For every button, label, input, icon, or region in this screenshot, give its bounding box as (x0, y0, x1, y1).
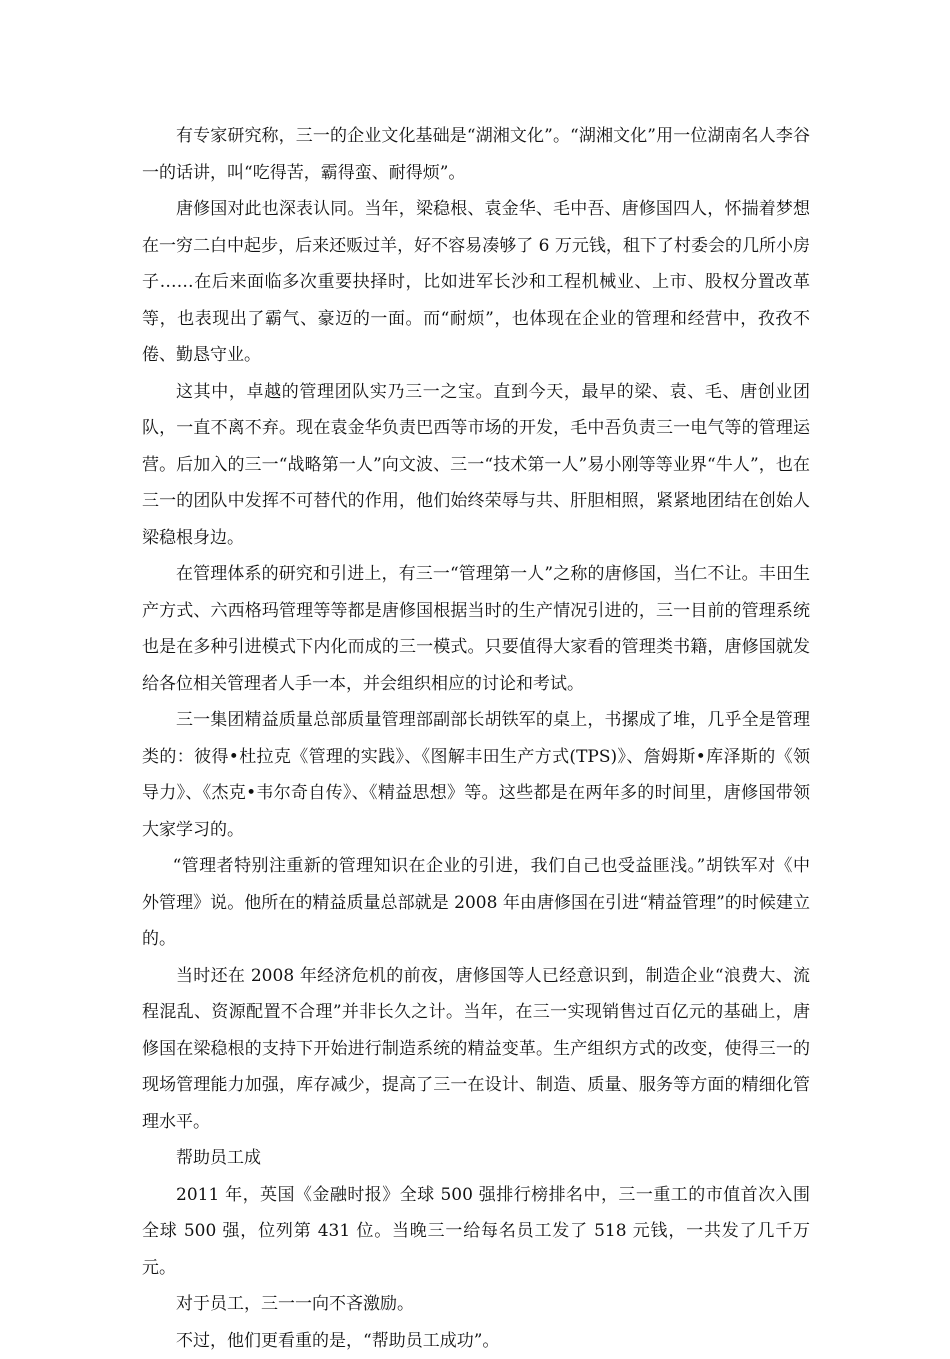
paragraph-employee-incentive: 对于员工，三一一向不吝激励。 (142, 1286, 810, 1323)
section-heading-help-employees: 帮助员工成 (142, 1140, 810, 1177)
paragraph-management-system: 在管理体系的研究和引进上，有三一“管理第一人”之称的唐修国，当仁不让。丰田生产方式、六西格玛管理等等都是唐修国根据当时的生产情况引进的，三一目前的管理系统也是在多种引进模式下内化而成的三一模式。只要值得大家看的管理类书籍，唐修国就发给各位相关管理者人手一本，并会组织相应的讨论和考试。 (142, 556, 810, 702)
paragraph-founders-story: 唐修国对此也深表认同。当年，梁稳根、袁金华、毛中吾、唐修国四人，怀揣着梦想在一穷二白中起步，后来还贩过羊，好不容易凑够了 6 万元钱，租下了村委会的几所小房子……在后来面临多次重要抉择时，比如进军长沙和工程机械业、上市、股权分置改革等，也表现出了霸气、豪迈的一面。而“耐烦”，也体现在企业的管理和经营中，孜孜不倦、勤恳守业。 (142, 191, 810, 374)
paragraph-management-team: 这其中，卓越的管理团队实乃三一之宝。直到今天，最早的梁、袁、毛、唐创业团队，一直不离不弃。现在袁金华负责巴西等市场的开发，毛中吾负责三一电气等的管理运营。后加入的三一“战略第一人”向文波、三一“技术第一人”易小刚等等业界“牛人”，也在三一的团队中发挥不可替代的作用，他们始终荣辱与共、肝胆相照，紧紧地团结在创始人梁稳根身边。 (142, 374, 810, 557)
paragraph-ft-ranking: 2011 年，英国《金融时报》全球 500 强排行榜排名中，三一重工的市值首次入围全球 500 强，位列第 431 位。当晚三一给每名员工发了 518 元钱，一共发了几千万元。 (142, 1177, 810, 1287)
paragraph-quote-hu-tiejun: “管理者特别注重新的管理知识在企业的引进，我们自己也受益匪浅。”胡铁军对《中外管理》说。他所在的精益质量总部就是 2008 年由唐修国在引进“精益管理”的时候建立的。 (142, 848, 810, 958)
paragraph-management-books: 三一集团精益质量总部质量管理部副部长胡铁军的桌上，书摞成了堆，几乎全是管理类的：彼得•杜拉克《管理的实践》、《图解丰田生产方式(TPS)》、詹姆斯•库泽斯的《领导力》、《杰克•韦尔奇自传》、《精益思想》等。这些都是在两年多的时间里，唐修国带领大家学习的。 (142, 702, 810, 848)
paragraph-lean-transformation: 当时还在 2008 年经济危机的前夜，唐修国等人已经意识到，制造企业“浪费大、流程混乱、资源配置不合理”并非长久之计。当年，在三一实现销售过百亿元的基础上，唐修国在梁稳根的支持下开始进行制造系统的精益变革。生产组织方式的改变，使得三一的现场管理能力加强，库存减少，提高了三一在设计、制造、质量、服务等方面的精细化管理水平。 (142, 958, 810, 1141)
article-body (142, 118, 810, 1359)
paragraph-employee-success: 不过，他们更看重的是，“帮助员工成功”。 (142, 1323, 810, 1359)
paragraph-culture-basis: 有专家研究称，三一的企业文化基础是“湖湘文化”。“湖湘文化”用一位湖南名人李谷一的话讲，叫“吃得苦，霸得蛮、耐得烦”。 (142, 118, 810, 191)
